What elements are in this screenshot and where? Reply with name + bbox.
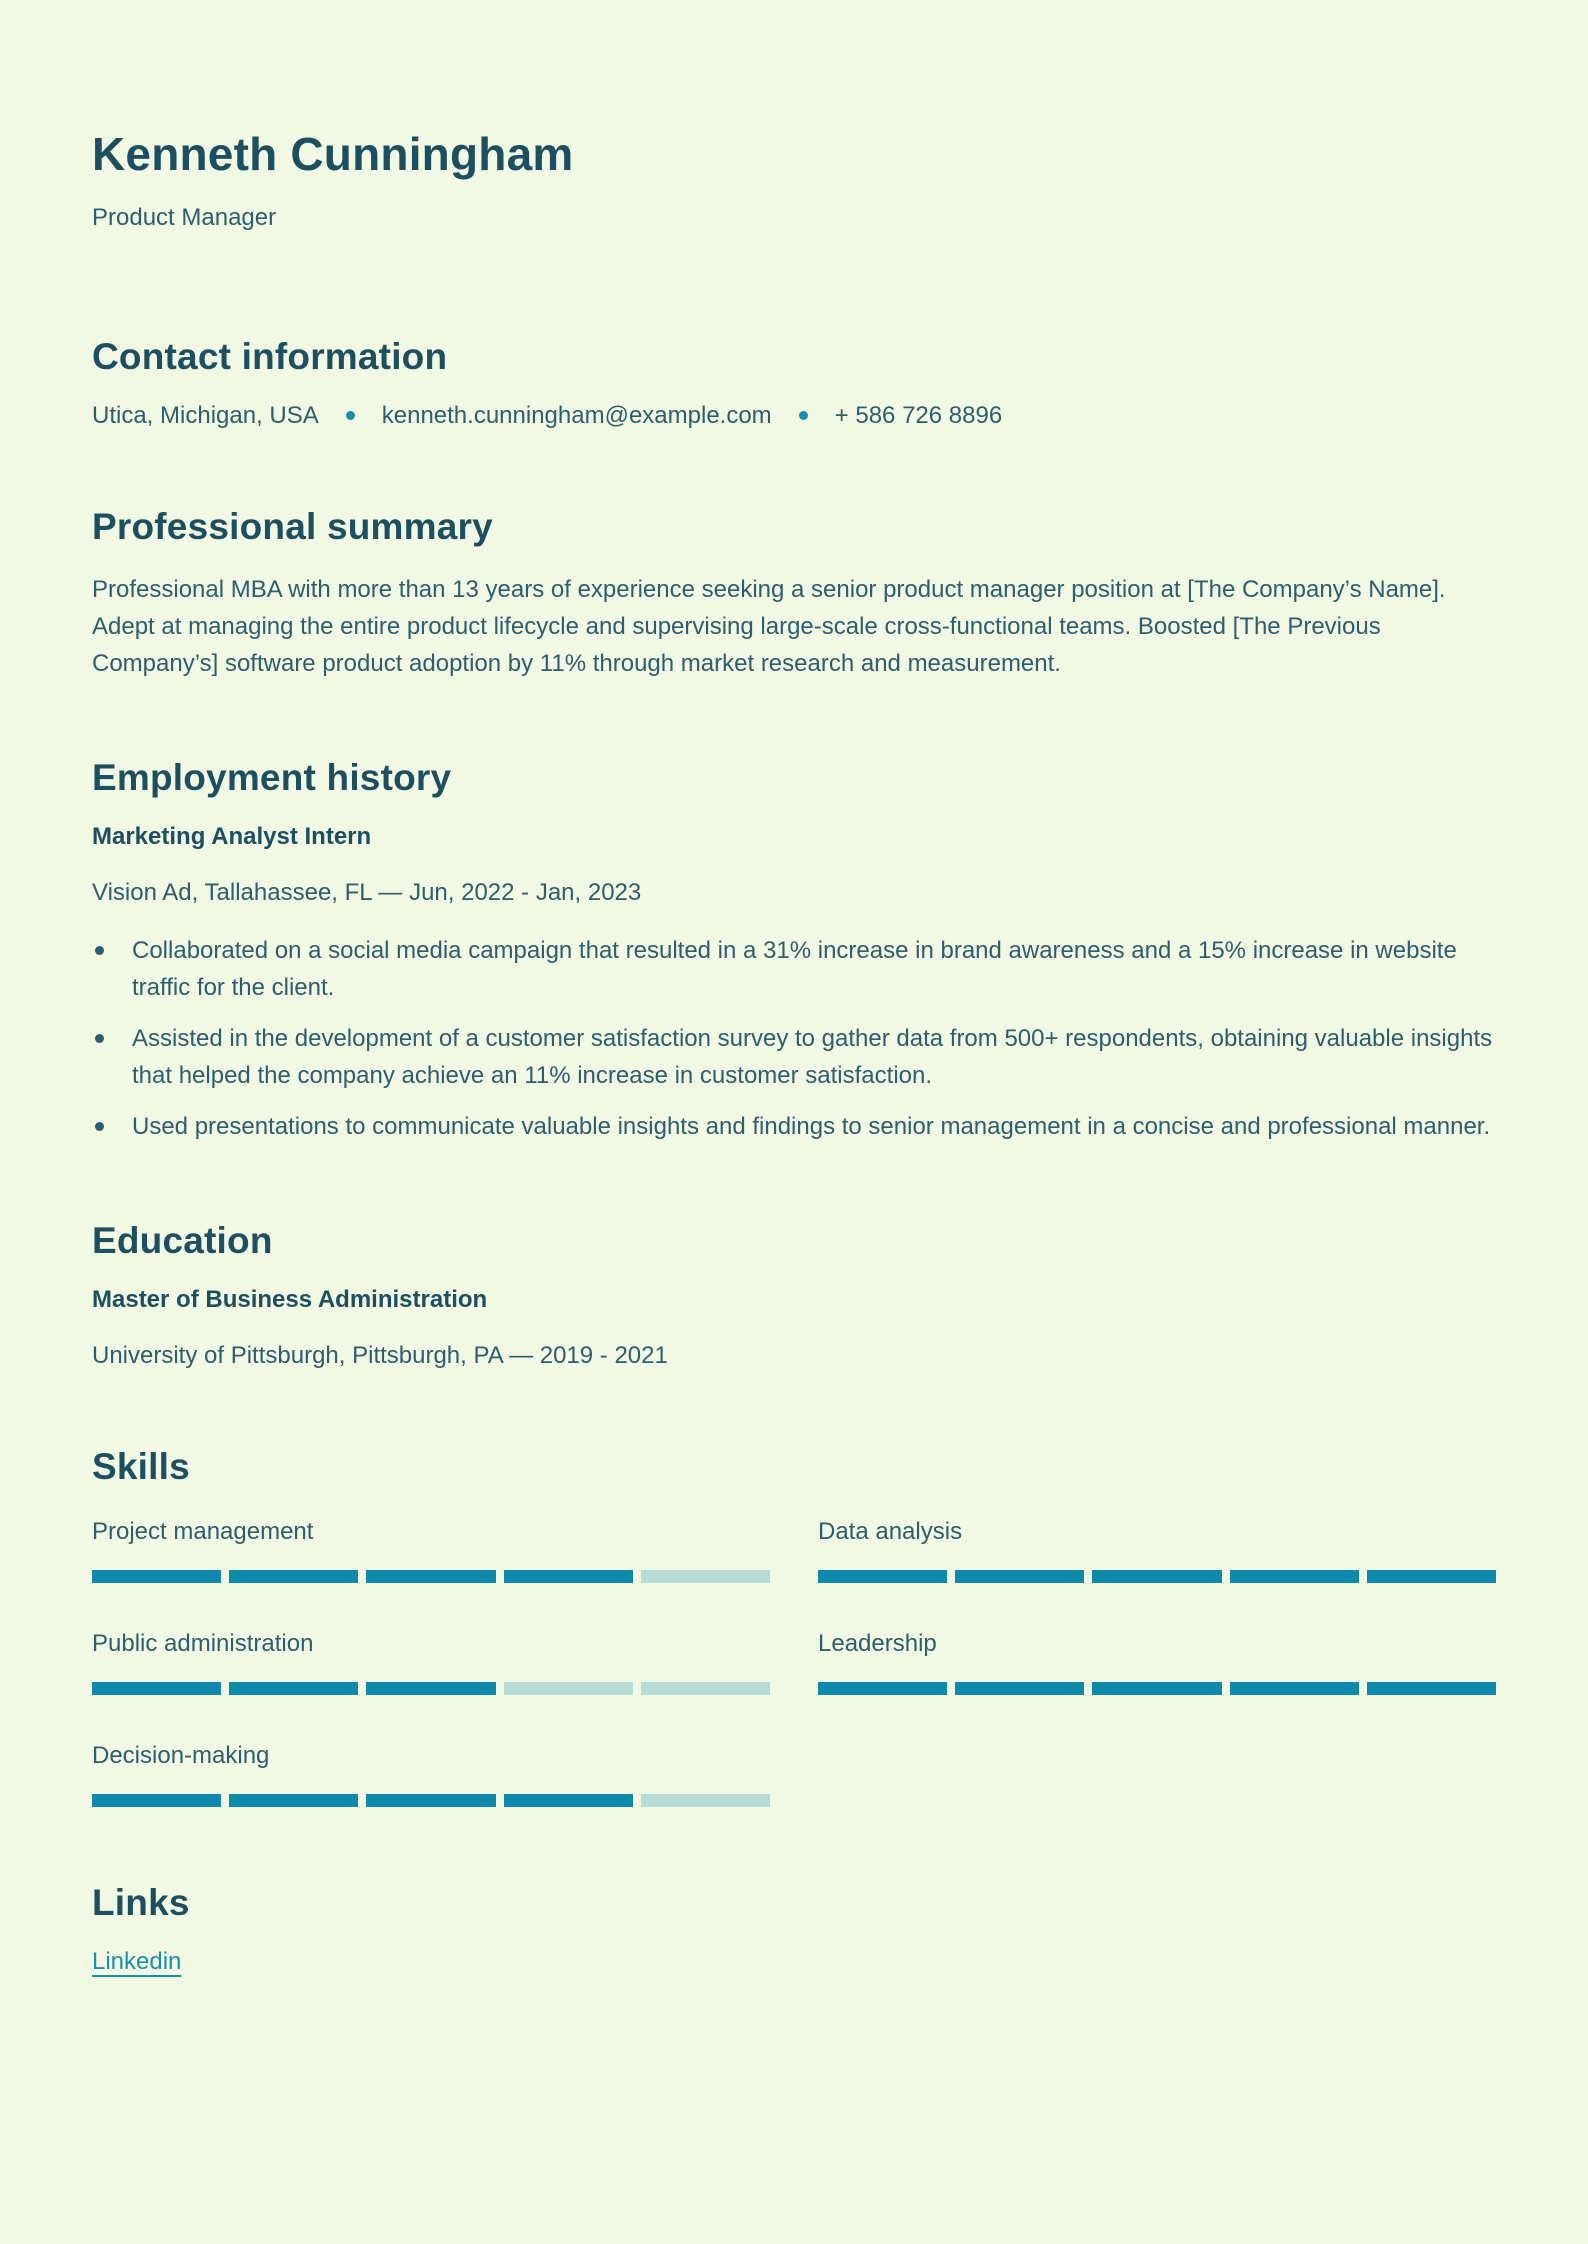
skill-label: Data analysis	[818, 1517, 963, 1545]
skill-bar-segment	[641, 1794, 770, 1807]
skill-label: Decision-making	[92, 1741, 270, 1769]
skill-item	[92, 1629, 770, 1695]
job-bullet: Assisted in the development of a customer satisfaction survey to gather data from 500+ respondents, obtaining valuable insights that helped the company achieve an 11% increase in customer satisfaction.	[92, 1020, 1496, 1094]
skill-bar-segment	[1367, 1570, 1496, 1583]
skill-level-bar	[92, 1794, 770, 1807]
skill-label: Leadership	[818, 1629, 937, 1657]
skill-bar-segment	[504, 1682, 633, 1695]
skill-bar-segment	[641, 1682, 770, 1695]
skill-bar-segment	[92, 1570, 221, 1583]
employment-history-section	[92, 756, 1496, 1145]
skill-bar-segment	[1367, 1682, 1496, 1695]
education-section	[92, 1219, 1496, 1371]
skill-level-bar	[92, 1682, 770, 1695]
skill-item	[92, 1741, 770, 1807]
dot-separator-icon	[799, 411, 808, 420]
job-bullet: Used presentations to communicate valuable insights and findings to senior management in a concise and professional manner.	[92, 1108, 1496, 1145]
skill-bar-segment	[229, 1570, 358, 1583]
contact-row	[92, 401, 1496, 431]
summary-heading: Professional summary	[92, 505, 493, 547]
education-meta: University of Pittsburgh, Pittsburgh, PA — 2019 - 2021	[92, 1341, 668, 1369]
skill-bar-segment	[92, 1794, 221, 1807]
skill-bar-segment	[1092, 1570, 1221, 1583]
job-bullet-list	[92, 932, 1496, 1145]
skills-section	[92, 1445, 1496, 1807]
employment-heading: Employment history	[92, 756, 452, 798]
skill-bar-segment	[366, 1570, 495, 1583]
contact-email: kenneth.cunningham@example.com	[381, 401, 772, 429]
skill-level-bar	[818, 1682, 1496, 1695]
skills-grid	[92, 1517, 1496, 1807]
job-bullet: Collaborated on a social media campaign that resulted in a 31% increase in brand awareness and a 15% increase in website traffic for the client.	[92, 932, 1496, 1006]
skill-bar-segment	[229, 1794, 358, 1807]
skill-bar-segment	[1092, 1682, 1221, 1695]
skill-bar-segment	[955, 1682, 1084, 1695]
skill-bar-segment	[504, 1794, 633, 1807]
skill-label: Public administration	[92, 1629, 314, 1657]
skill-label: Project management	[92, 1517, 314, 1545]
linkedin-link[interactable]: Linkedin	[92, 1947, 182, 1975]
skill-bar-segment	[955, 1570, 1084, 1583]
skill-bar-segment	[229, 1682, 358, 1695]
skill-bar-segment	[818, 1682, 947, 1695]
contact-location: Utica, Michigan, USA	[92, 401, 319, 429]
skill-item	[818, 1629, 1496, 1695]
contact-phone: + 586 726 8896	[834, 401, 1003, 429]
skill-bar-segment	[641, 1570, 770, 1583]
job-meta: Vision Ad, Tallahassee, FL — Jun, 2022 - Jan, 2023	[92, 878, 642, 906]
person-job-title: Product Manager	[92, 203, 277, 231]
resume-header	[92, 128, 1496, 233]
professional-summary-section	[92, 505, 1496, 682]
person-name: Kenneth Cunningham	[92, 128, 574, 180]
dot-separator-icon	[346, 411, 355, 420]
job-title: Marketing Analyst Intern	[92, 822, 372, 850]
skill-bar-segment	[818, 1570, 947, 1583]
skill-bar-segment	[366, 1682, 495, 1695]
skill-level-bar	[92, 1570, 770, 1583]
employment-entry	[92, 822, 1496, 1145]
skill-level-bar	[818, 1570, 1496, 1583]
skill-item	[818, 1517, 1496, 1583]
skill-bar-segment	[504, 1570, 633, 1583]
contact-section	[92, 335, 1496, 431]
skill-bar-segment	[366, 1794, 495, 1807]
contact-heading: Contact information	[92, 335, 448, 377]
degree-title: Master of Business Administration	[92, 1285, 488, 1313]
skill-item	[92, 1517, 770, 1583]
skills-heading: Skills	[92, 1445, 190, 1487]
links-section	[92, 1881, 1496, 1977]
links-list	[92, 1947, 1496, 1977]
skill-bar-segment	[1230, 1570, 1359, 1583]
summary-text: Professional MBA with more than 13 years of experience seeking a senior product manager position at [The Company’s Name]. Adept at managing the entire product lifecycle and supervising large-scale cross-functional teams. Boosted [The Previous Company’s] software product adoption by 11% through market research and measurement.	[92, 575, 1446, 677]
links-heading: Links	[92, 1881, 190, 1923]
education-heading: Education	[92, 1219, 273, 1261]
skill-bar-segment	[1230, 1682, 1359, 1695]
skill-bar-segment	[92, 1682, 221, 1695]
